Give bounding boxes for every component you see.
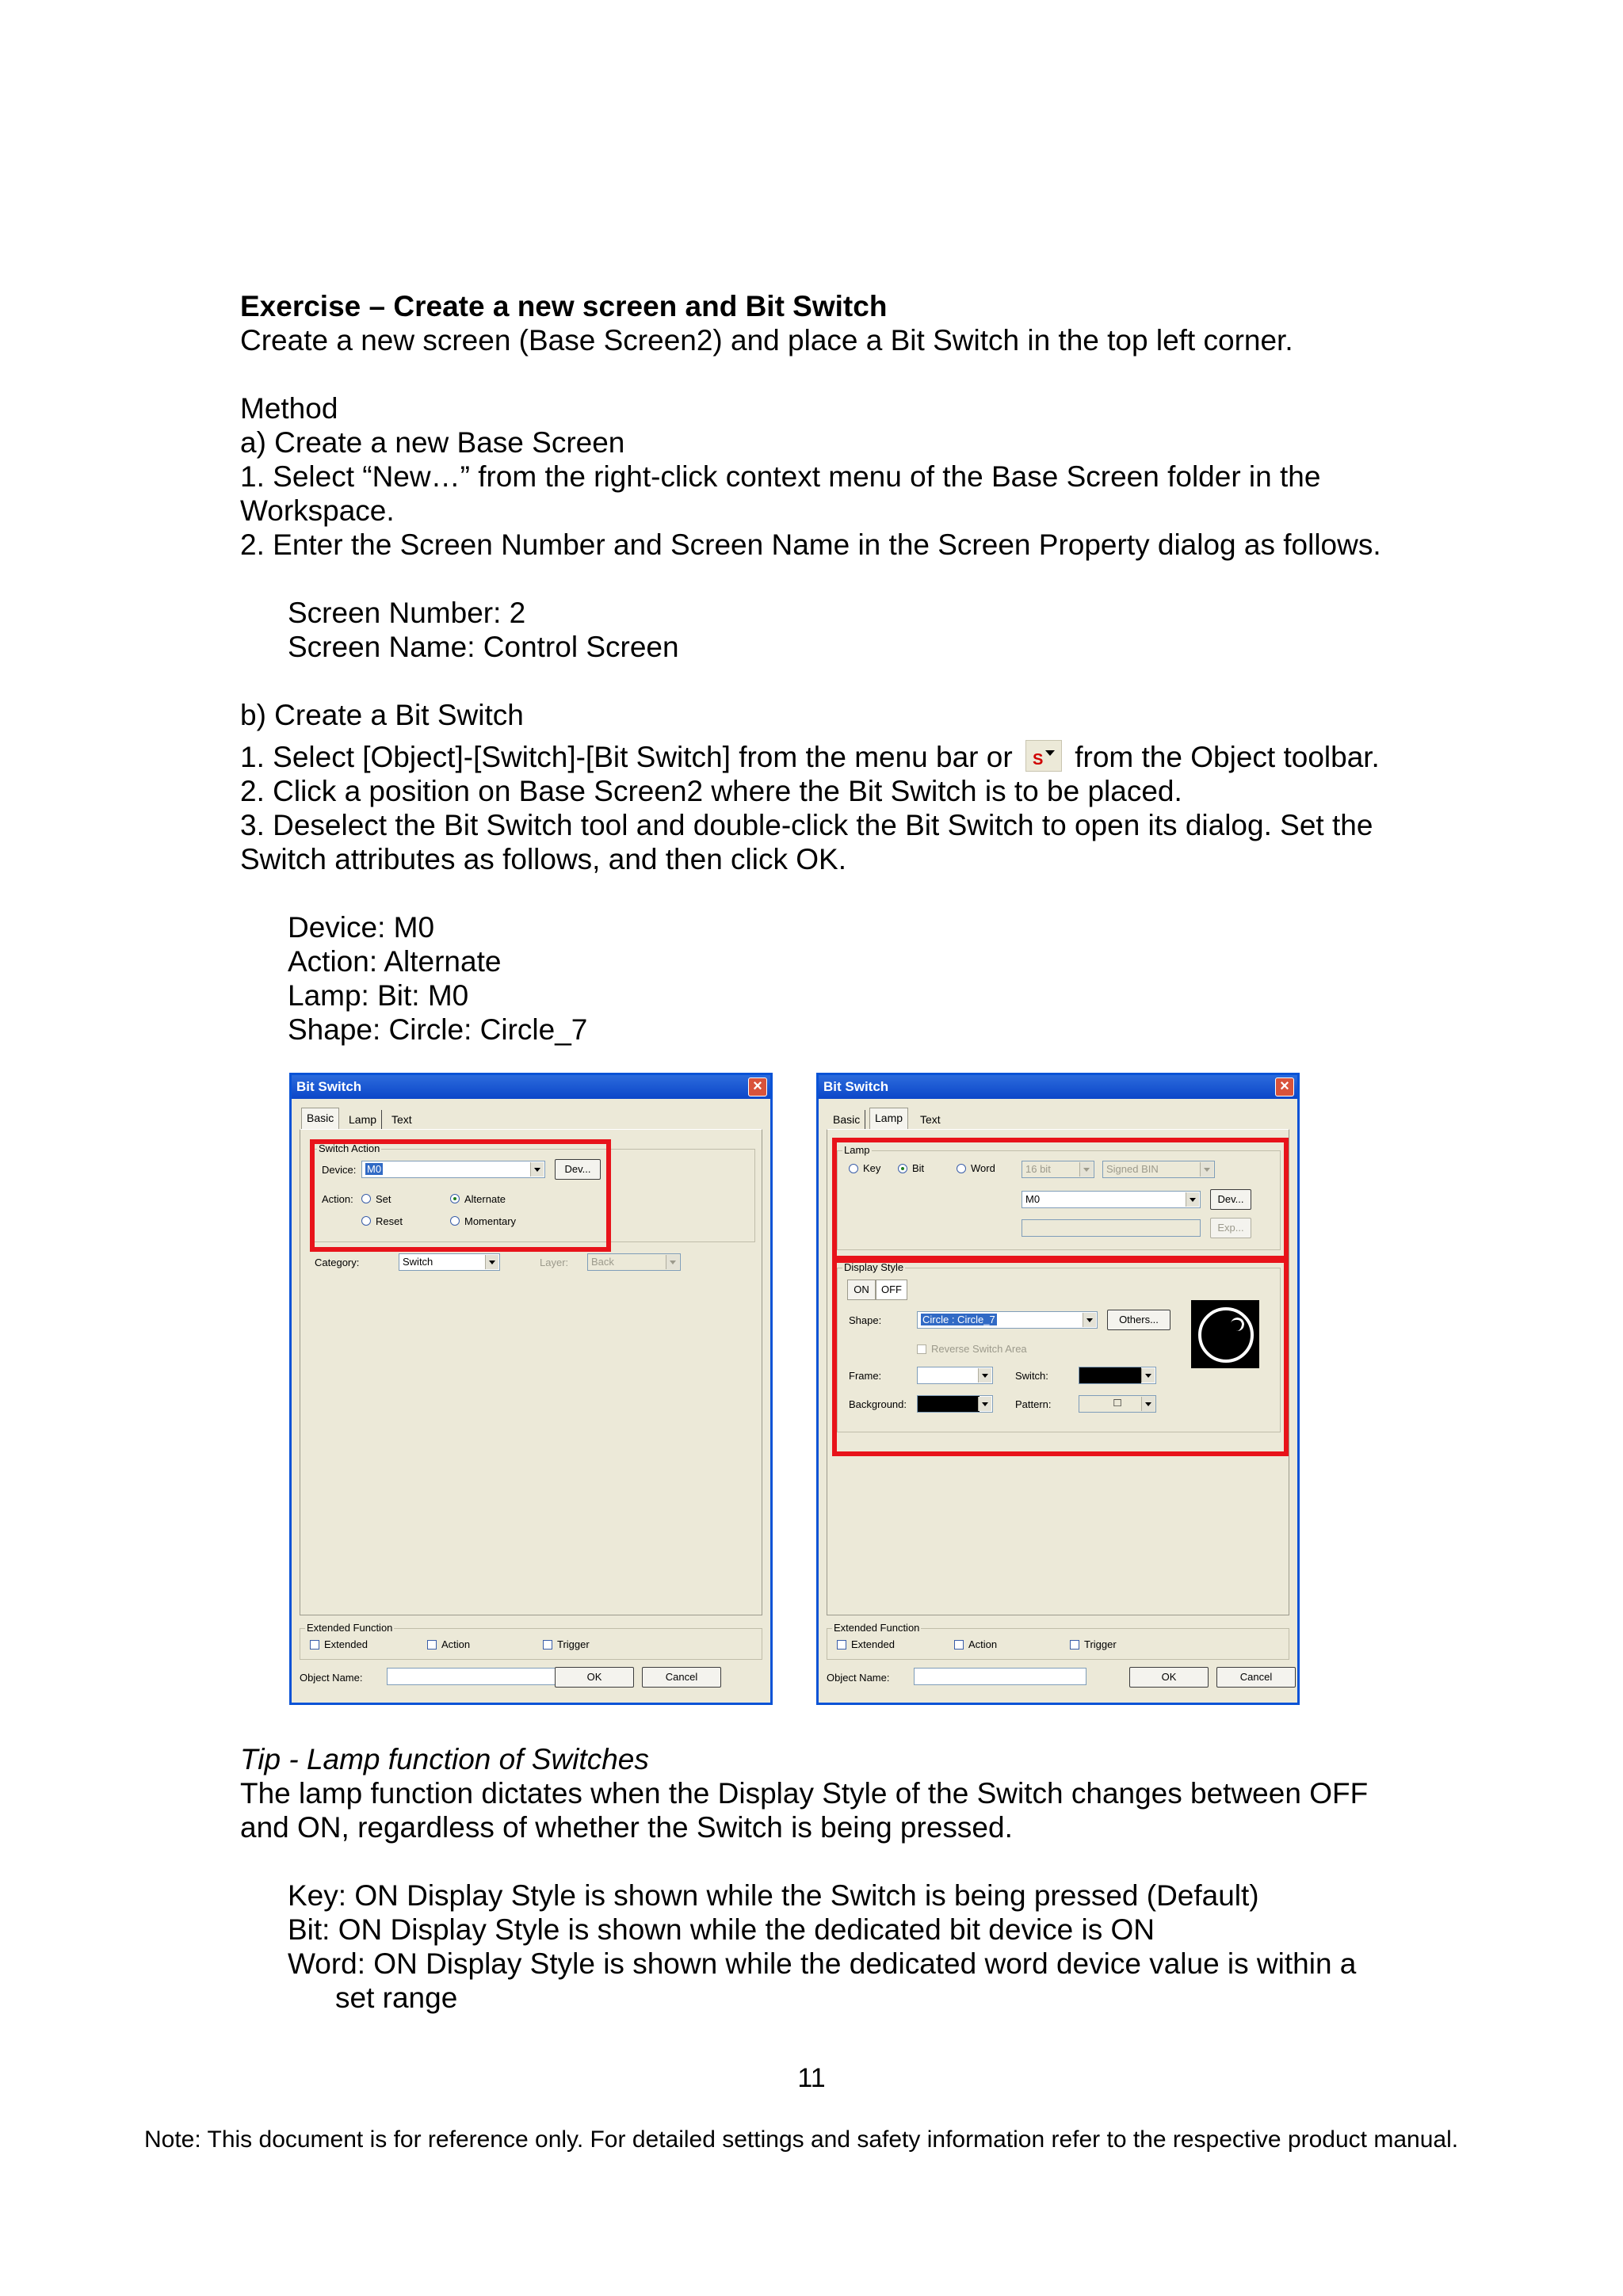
tip-word: Word: ON Display Style is shown while the dedicated word device value is within a (288, 1947, 1357, 1980)
category-value: Switch (403, 1256, 433, 1268)
check-action[interactable] (427, 1640, 437, 1650)
tip-key: Key: ON Display Style is shown while the Switch is being pressed (Default) (288, 1879, 1259, 1912)
toolbar-icon-letter: S (1032, 751, 1044, 769)
lamp-setting: Lamp: Bit: M0 (288, 979, 469, 1012)
dialog-title: Bit Switch (819, 1075, 1297, 1099)
extended-function-group (827, 1622, 1289, 1660)
lamp-device-value: M0 (1025, 1193, 1041, 1205)
spacer (240, 876, 1413, 910)
tab-text[interactable]: Text (920, 1113, 941, 1126)
check-extended-label: Extended (324, 1638, 368, 1650)
step-b1-after: from the Object toolbar. (1075, 741, 1380, 773)
pattern-label: Pattern: (1015, 1398, 1052, 1410)
ok-button[interactable]: OK (555, 1667, 634, 1688)
close-icon[interactable]: × (1275, 1077, 1294, 1097)
layer-value: Back (591, 1256, 614, 1268)
check-trigger[interactable] (543, 1640, 552, 1650)
step-b1 (240, 740, 1413, 774)
step-b3: 3. Deselect the Bit Switch tool and double-click the Bit Switch to open its dialog. Set the (240, 809, 1373, 841)
step-b3-cont: Switch attributes as follows, and then click OK. (240, 843, 847, 875)
dev-button[interactable]: Dev... (555, 1159, 601, 1180)
main-text (240, 289, 1413, 1047)
spacer (240, 1844, 1413, 1878)
step-a1: 1. Select “New…” from the right-click context menu of the Base Screen folder in the (240, 460, 1321, 493)
shape-value: Circle : Circle_7 (922, 1314, 995, 1325)
extended-function-group (300, 1622, 762, 1660)
group-label: Extended Function (834, 1622, 920, 1634)
layer-select (587, 1253, 681, 1271)
step-b1-before: 1. Select [Object]-[Switch]-[Bit Switch] from the menu bar or (240, 741, 1013, 773)
exercise-heading: Exercise – Create a new screen and Bit Switch (240, 290, 888, 322)
spacer (240, 562, 1413, 596)
page-number: 11 (797, 2063, 826, 2093)
background-label: Background: (849, 1398, 907, 1410)
object-name-input[interactable] (387, 1668, 559, 1685)
device-setting: Device: M0 (288, 911, 435, 944)
close-icon[interactable]: × (748, 1077, 767, 1097)
tip-body-1: The lamp function dictates when the Display Style of the Switch changes between OFF (240, 1777, 1369, 1810)
chevron-down-icon (1045, 750, 1055, 756)
off-style-button[interactable]: OFF (876, 1280, 907, 1300)
check-extended[interactable] (837, 1640, 846, 1650)
radio-alternate-label: Alternate (464, 1193, 506, 1205)
radio-bit-label: Bit (912, 1162, 925, 1174)
device-value: M0 (367, 1163, 382, 1175)
radio-set-label: Set (376, 1193, 391, 1205)
action-label: Action: (322, 1193, 353, 1205)
others-button[interactable]: Others... (1107, 1310, 1170, 1330)
spacer (240, 357, 1413, 391)
tab-basic[interactable]: Basic (828, 1110, 865, 1129)
radio-momentary-label: Momentary (464, 1215, 517, 1227)
group-label: Lamp (844, 1144, 870, 1156)
group-label: Extended Function (307, 1622, 393, 1634)
device-label: Device: (322, 1164, 357, 1176)
tip-text (240, 1742, 1413, 2015)
object-name-input[interactable] (914, 1668, 1086, 1685)
chevron-down-icon (666, 1255, 679, 1269)
ok-button[interactable]: OK (1129, 1667, 1209, 1688)
check-extended-label: Extended (851, 1638, 895, 1650)
group-label: Display Style (844, 1261, 904, 1273)
shape-label: Shape: (849, 1314, 882, 1326)
dev-button[interactable]: Dev... (1210, 1189, 1251, 1210)
reverse-label: Reverse Switch Area (931, 1343, 1027, 1355)
tab-text[interactable]: Text (391, 1113, 412, 1126)
step-a-title: a) Create a new Base Screen (240, 426, 625, 459)
cancel-button[interactable]: Cancel (642, 1667, 721, 1688)
chevron-down-icon[interactable] (485, 1255, 498, 1269)
highlight-box-display-style (832, 1258, 1289, 1456)
tab-basic[interactable]: Basic (301, 1108, 339, 1130)
pattern-glyph: □ (1113, 1396, 1121, 1409)
screen-number-setting: Screen Number: 2 (288, 597, 526, 629)
step-a2: 2. Enter the Screen Number and Screen Name in the Screen Property dialog as follows. (240, 528, 1381, 561)
check-action[interactable] (954, 1640, 964, 1650)
object-name-label: Object Name: (300, 1672, 363, 1684)
exp-button: Exp... (1210, 1218, 1251, 1238)
tab-lamp[interactable]: Lamp (869, 1108, 908, 1130)
dialog-title: Bit Switch (292, 1075, 770, 1099)
tip-word-cont: set range (335, 1981, 458, 2014)
tip-bit: Bit: ON Display Style is shown while the dedicated bit device is ON (288, 1913, 1155, 1946)
bit-switch-toolbar-icon (1025, 740, 1062, 772)
category-select[interactable] (399, 1253, 500, 1271)
intro-text: Create a new screen (Base Screen2) and place a Bit Switch in the top left corner. (240, 324, 1293, 357)
check-action-label: Action (441, 1638, 471, 1650)
highlight-box-switch-action (310, 1139, 611, 1252)
bit-switch-dialog-basic (289, 1073, 773, 1705)
check-extended[interactable] (310, 1640, 319, 1650)
tip-title: Tip - Lamp function of Switches (240, 1743, 649, 1775)
spacer (240, 664, 1413, 698)
action-setting: Action: Alternate (288, 945, 502, 978)
check-trigger-label: Trigger (557, 1638, 590, 1650)
switch-label: Switch: (1015, 1370, 1048, 1382)
radio-reset-label: Reset (376, 1215, 403, 1227)
check-trigger-label: Trigger (1084, 1638, 1117, 1650)
tip-body-2: and ON, regardless of whether the Switch is being pressed. (240, 1811, 1013, 1844)
tab-lamp[interactable]: Lamp (344, 1110, 382, 1129)
check-trigger[interactable] (1070, 1640, 1079, 1650)
object-name-label: Object Name: (827, 1672, 890, 1684)
highlight-box-lamp (832, 1138, 1289, 1261)
format-value: Signed BIN (1106, 1163, 1159, 1175)
step-b-title: b) Create a Bit Switch (240, 699, 524, 731)
step-a1-cont: Workspace. (240, 494, 395, 527)
step-b2: 2. Click a position on Base Screen2 where the Bit Switch is to be placed. (240, 775, 1182, 807)
radio-key-label: Key (863, 1162, 881, 1174)
frame-label: Frame: (849, 1370, 882, 1382)
radio-word-label: Word (971, 1162, 995, 1174)
layer-label: Layer: (540, 1257, 569, 1268)
method-label: Method (240, 392, 338, 425)
check-action-label: Action (968, 1638, 998, 1650)
footer-note: Note: This document is for reference only. For detailed settings and safety information refer to the respective product manual. (144, 2126, 1459, 2153)
on-style-button[interactable]: ON (847, 1280, 876, 1300)
bit-switch-dialog-lamp (816, 1073, 1300, 1705)
shape-setting: Shape: Circle: Circle_7 (288, 1013, 588, 1046)
screen-name-setting: Screen Name: Control Screen (288, 631, 679, 663)
group-label: Switch Action (319, 1142, 380, 1154)
bits-value: 16 bit (1025, 1163, 1051, 1175)
category-label: Category: (315, 1257, 360, 1268)
cancel-button[interactable]: Cancel (1216, 1667, 1296, 1688)
